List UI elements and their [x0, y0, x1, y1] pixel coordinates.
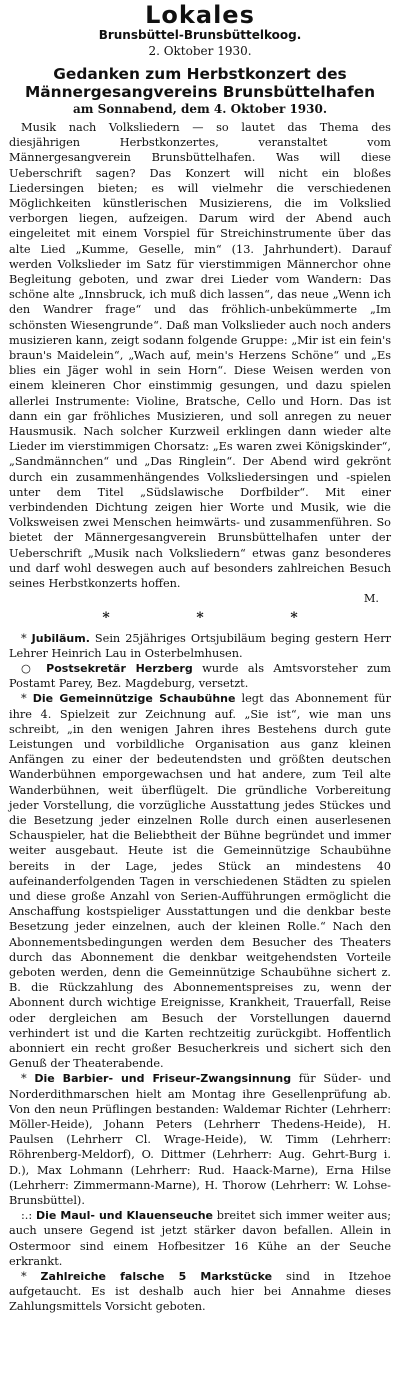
article-subhead: am Sonnabend, dem 4. Oktober 1930.	[72, 102, 328, 116]
notice-lead: Jubiläum.	[31, 631, 90, 645]
notice-text: Sein 25jähriges Ortsjubiläum beging gestern Herr Lehrer Heinrich Lau in Osterbelmhusen.	[9, 631, 391, 660]
notice-text: für Süder- und Norderdithmarschen hielt am Montag ihre Gesellenprüfung ab. Von den neun Prüflingen bestanden: Waldemar Richter (Lehrherr: Möller-Heide), Johann Peters (Lehrherr Thedens-Heide), H. Paulsen (Lehrherr Cl. Wrage-Heide), W. Timm (Lehrherr: Röhrenberg-Meldorf), O. Dittmer (Lehrherr: Aug. Gehrt-Burg i. D.), Max Lohmann (Lehrherr: Rud. Haack-Marne), Erna Hilse (Lehrherr: Zimmermann-Marne), H. Thorow (Lehrherr: W. Lohse-Brunsbüttel).	[9, 1072, 392, 1208]
notice-postsekretaer	[9, 661, 391, 691]
section-place: Brunsbüttel-Brunsbüttelkoog.	[98, 28, 302, 42]
article-body	[9, 120, 391, 607]
section-separator	[9, 609, 391, 627]
notice-schaubuehne	[9, 691, 391, 1071]
notice-text: sind in Itzehoe aufgetaucht. Es ist deshalb auch hier bei Annahme dieses Zahlungsmittels Vorsicht geboten.	[9, 1270, 392, 1314]
notice-text: legt das Abonnement für ihre 4. Spielzeit zur Zeichnung auf. „Sie ist“, wie man uns schreibt, „in den wenigen Jahren ihres Bestehens durch gute Leistungen und vorbildliche Organisation aus ganz kleinen Anfängen zu einer der bedeutendsten und größten deutschen Wanderbühnen emporgewachsen und hat andere, zum Teil alte Wanderbühnen, weit überflügelt. Die gründliche Vorbereitung jeder Vorstellung, die vorzügliche Ausstattung jedes Stückes und die Besetzung jeder einzelnen Rolle durch einen auserlesenen Schauspieler, hat die Beliebtheit der Bühne begründet und immer weiter ausgebaut. Heute ist die Gemeinnützige Schaubühne bereits in der Lage, jedes Stück an mindestens 40 aufeinanderfolgenden Tagen in verschiedenen Städten zu spielen und diese große Anzahl von Serien-Aufführungen ermöglicht die Anschaffung kostspieliger Ausstattungen und die denkbar beste Besetzung jeder einzelnen, auch der kleinen Rolle.“ Nach den Abonnementsbedingungen werden dem Besucher des Theaters durch das Abonnement die denkbar weitgehendsten Vorteile geboten werden, denn die Gemeinnützige Schaubühne sichert z. B. die Rückzahlung des Abonnementspreises zu, wenn der Abonnent durch wichtige Ereignisse, Krankheit, Trauerfall, Reise oder dergleichen am Besuch der Vorstellungen dauernd verhindert ist und die Karten rechtzeitig zurückgibt. Hoffentlich abonniert ein recht großer Besucherkreis und sichert sich den Genuß der Theaterabende.	[9, 692, 391, 1071]
section-title: Lokales	[145, 1, 255, 29]
notice-lead: Die Gemeinnützige Schaubühne	[32, 692, 236, 706]
notice-lead: Postsekretär Herzberg	[46, 661, 193, 675]
article-headline-line-2: Männergesangvereins Brunsbüttelhafen	[24, 83, 376, 101]
article-headline-line-1: Gedanken zum Herbstkonzert des	[53, 65, 347, 83]
local-notices	[9, 631, 391, 1315]
section-date: 2. Oktober 1930.	[148, 44, 252, 58]
notice-text: breitet sich immer weiter aus; auch unsere Gegend ist jetzt stärker davon befallen. Allein in Ostermoor sind einem Hofbesitzer 16 Kühe an der Seuche erkrankt.	[9, 1209, 391, 1268]
notice-lead: Die Maul- und Klauenseuche	[36, 1209, 214, 1223]
notice-jubilaeum	[9, 631, 391, 661]
notice-marker: *	[21, 1270, 41, 1284]
notice-marker: :.:	[21, 1209, 36, 1223]
separator-star: *	[290, 609, 298, 626]
notice-friseur-innung	[9, 1071, 391, 1208]
notice-marker: *	[21, 1072, 35, 1086]
notice-lead: Zahlreiche falsche 5 Markstücke	[40, 1270, 273, 1284]
notice-marker: *	[21, 631, 32, 645]
separator-star: *	[196, 609, 204, 626]
article-text: Musik nach Volksliedern — so lautet das Thema des diesjährigen Herbstkonzertes, veranstaltet vom Männergesangverein Brunsbüttelhafen. Was will diese Ueberschrift sagen? Das Konzert will nicht ein bloßes Liedersingen bieten; es will vielmehr die verschiedenen Möglichkeiten künstlerischen Musizierens, die im Volkslied verborgen liegen, aufzeigen. Darum wird der Abend auch eingeleitet mit einem Vorspiel für Streichinstrumente über das alte Lied „Kumme, Geselle, min“ (13. Jahrhundert). Darauf werden Volkslieder im Satz für vierstimmigen Männerchor ohne Begleitung geboten, und zwar drei Lieder vom Wandern: Das schöne alte „Innsbruck, ich muß dich lassen“, das neue „Wenn ich den Wandrer frage“ und das fröhlich-unbekümmerte „Im schönsten Wiesengrunde“. Daß man Volkslieder auch noch anders musizieren kann, zeigt sodann folgende Gruppe: „Mir ist ein fein's braun's Maidelein“, „Wach auf, mein's Herzens Schöne“ und „Es blies ein Jäger wohl in sein Horn“. Diese Weisen werden von einem kleineren Chor einstimmig gesungen, und dazu spielen allerlei Instrumente: Violine, Bratsche, Cello und Horn. Das ist dann ein gar fröhliches Musizieren, und soll anregen zu neuer Hausmusik. Nach solcher Kurzweil erklingen dann wieder alte Lieder im vierstimmigen Chorsatz: „Es waren zwei Königskinder“, „Sandmännchen“ und „Das Ringlein“. Der Abend wird gekrönt durch ein zusammenhängendes Volksliedersingen und -spielen unter dem Titel „Südslawische Dorfbilder“. Mit einer verbindenden Dichtung zeigen hier Worte und Musik, wie die Volksweisen zwei Menschen heimwärts- und zusammenführen. So bietet der Männergesangverein Brunsbüttelhafen unter der Ueberschrift „Musik nach Volksliedern“ etwas ganz besonderes und darf wohl deswegen auch auf besonders zahlreichen Besuch seines Herbstkonzerts hoffen.	[9, 121, 391, 591]
notice-falschgeld	[9, 1269, 391, 1315]
notice-marker: *	[21, 692, 33, 706]
notice-text: wurde als Amtsvorsteher zum Postamt Parey, Bez. Magdeburg, versetzt.	[9, 661, 391, 691]
article-signature: M.	[363, 592, 379, 606]
separator-star: *	[102, 609, 110, 626]
notice-maul-klauenseuche	[9, 1208, 391, 1269]
notice-marker: ○	[21, 661, 47, 675]
notice-lead: Die Barbier- und Friseur-Zwangsinnung	[34, 1072, 292, 1086]
